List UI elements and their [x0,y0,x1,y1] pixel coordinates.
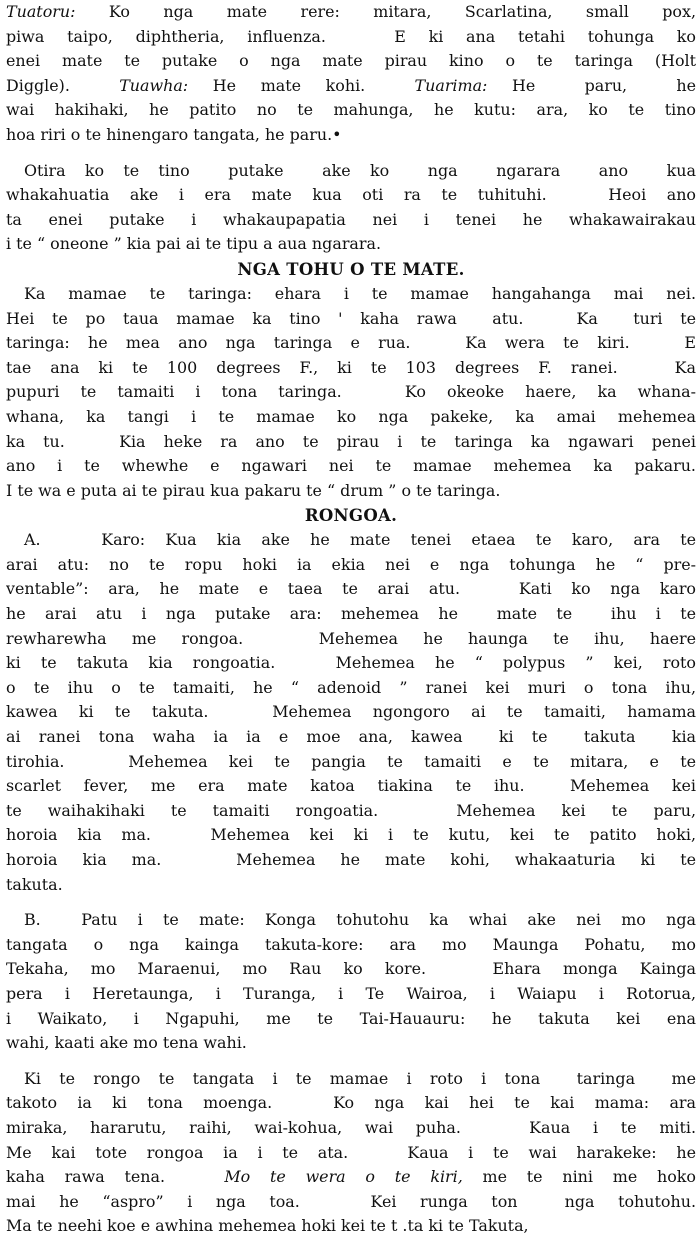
text-run: he arai atu i nga putake ara: mehemea he mate te ihu i te [6,604,696,624]
text-line [6,700,696,725]
text-line [6,1214,696,1239]
text-run: pera i Heretaunga, i Turanga, i Te Wairoa, i Waiapu i Rotorua, [6,983,696,1003]
text-run: pupuri te tamaiti i tona taringa. Ko okeoke haere, ka whana- [6,382,696,402]
paragraph-causes [6,0,696,148]
text-run: miraka, hararutu, raihi, wai-kohua, wai puha. Kaua i te miti. [6,1117,696,1137]
text-line [6,159,696,184]
text-line [6,1091,696,1116]
text-run: Diggle). [6,75,120,95]
text-line [6,208,696,233]
text-line [6,651,696,676]
text-line [6,430,696,455]
text-line [6,873,696,898]
text-line [6,627,696,652]
text-run: wai hakihaki, he patito no te mahunga, he kutu: ara, ko te tino [6,100,696,120]
text-run: piwa taipo, diphtheria, influenza. E ki ana tetahi tohunga ko [6,26,696,46]
text-line [6,848,696,873]
text-line [6,528,696,553]
section-cure [6,908,696,1056]
document-page [6,0,696,1239]
text-run: Ma te neehi koe e awhina mehemea hoki kei te t .ta ki te Takuta, [6,1216,529,1236]
text-run: tangata o nga kainga takuta-kore: ara mo Maunga Pohatu, mo [6,934,696,954]
text-line [6,602,696,627]
text-line [6,676,696,701]
text-run: Ko nga mate rere: mitara, Scarlatina, small pox, [75,2,696,21]
text-run: Ki te rongo te tangata i te mamae i roto i tona taringa me [24,1068,696,1088]
text-run: whana, ka tangi i te mamae ko nga pakeke, ka amai mehemea [6,406,696,426]
text-run: i Waikato, i Ngapuhi, me te Tai-Hauauru: he takuta kei ena [6,1008,696,1028]
heading-treatment: RONGOA. [304,506,398,526]
text-run: ki te takuta kia rongoatia. Mehemea he “ polypus ” kei, roto [6,653,696,673]
text-run: Hei te po taua mamae ka tino ' kaha rawa atu. Ka turi te [6,308,696,328]
text-line [6,799,696,824]
text-run: ventable”: ara, he mate e taea te arai atu. Kati ko nga karo [6,579,696,599]
text-line [6,823,696,848]
text-run: mai he “aspro” i nga toa. Kei runga ton nga tohutohu. [6,1191,696,1211]
paragraph-germs [6,159,696,257]
text-run: scarlet fever, me era mate katoa tiakina te ihu. Mehemea kei [6,776,696,796]
text-line [6,1067,696,1092]
text-run: horoia kia ma. Mehemea he mate kohi, whakaaturia ki te [6,850,696,869]
text-line [6,908,696,933]
text-run: takuta. [6,874,63,894]
text-run: ai ranei tona waha ia ia e moe ana, kawea ki te takuta kia [6,727,696,747]
text-line [6,49,696,74]
text-run: tirohia. Mehemea kei te pangia te tamaiti e te mitara, e te [6,751,696,771]
text-line [6,331,696,356]
text-run: whakahuatia ake i era mate kua oti ra te tuhituhi. Heoi ano [6,185,696,205]
text-line [6,1190,696,1215]
text-line [6,750,696,775]
text-line [6,725,696,750]
text-run: enei mate te putake o nga mate pirau kino o te taringa (Holt [6,51,696,71]
text-line [6,183,696,208]
text-run: A. Karo: Kua kia ake he mate tenei etaea te karo, ara te [24,530,696,550]
text-line [6,1031,696,1056]
text-line [6,307,696,332]
text-line [6,25,696,50]
text-line [6,1116,696,1141]
text-run: Me kai tote rongoa ia i te ata. Kaua i te wai harakeke: he [6,1142,696,1162]
section-symptoms [6,282,696,503]
text-line [6,479,696,504]
text-run: Tekaha, mo Maraenui, mo Rau ko kore. Ehara monga Kainga [6,959,696,979]
text-line [6,405,696,430]
text-run: ta enei putake i whakaupapatia nei i tenei he whakawairakau [6,209,696,229]
paragraph-gap [6,148,696,159]
text-run: kaha rawa tena. [6,1167,225,1187]
text-run: horoia kia ma. Mehemea kei ki i te kutu, kei te patito hoki, [6,825,696,845]
text-line [6,577,696,602]
text-run: ka tu. Kia heke ra ano te pirau i te taringa ka ngawari penei [6,431,696,451]
text-run: rewharewha me rongoa. Mehemea he haunga te ihu, haere [6,628,696,648]
text-run: taringa: he mea ano nga taringa e rua. Ka wera te kiri. E [6,333,696,353]
text-run: Otira ko te tino putake ake ko nga ngarara ano kua [24,160,696,180]
text-run: ano i te whewhe e ngawari nei te mamae mehemea ka pakaru. [6,456,696,476]
text-run: Ka mamae te taringa: ehara i te mamae hangahanga mai nei. [24,283,696,303]
text-run: hoa riri o te hinengaro tangata, he paru.• [6,124,342,144]
section-prevention [6,528,696,897]
text-line [6,982,696,1007]
text-run: i te “ oneone ” kia pai ai te tipu a aua ngarara. [6,234,382,254]
text-line [6,933,696,958]
text-run: tae ana ki te 100 degrees F., ki te 103 degrees F. ranei. Ka [6,357,696,377]
text-line [6,957,696,982]
text-run: me te nini me hoko [462,1167,696,1187]
text-run: He mate kohi. [188,75,415,95]
text-line [6,232,696,257]
text-line [6,74,696,99]
heading-symptoms: NGA TOHU O TE MATE. [237,259,465,279]
italic-text: Tuawha: [119,75,189,95]
text-line [6,454,696,479]
text-line [6,98,696,123]
paragraph-gap [6,897,696,908]
text-line [6,356,696,381]
text-line [6,380,696,405]
italic-text: Tuarima: [414,75,488,95]
text-run: te waihakihaki te tamaiti rongoatia. Mehemea kei te paru, [6,800,696,820]
text-line [6,123,696,148]
text-line [6,0,696,25]
text-run: I te wa e puta ai te pirau kua pakaru te “ drum ” o te taringa. [6,480,501,500]
text-run: o te ihu o te tamaiti, he “ adenoid ” ranei kei muri o tona ihu, [6,677,696,697]
text-line [6,1007,696,1032]
text-line [6,282,696,307]
text-line [6,774,696,799]
text-run: takoto ia ki tona moenga. Ko nga kai hei te kai mama: ara [6,1093,696,1113]
italic-text: Mo te wera o te kiri, [224,1167,463,1187]
text-run: arai atu: no te ropu hoki ia ekia nei e nga tohunga he “ pre- [6,554,696,574]
paragraph-gap [6,1056,696,1067]
text-run: B. Patu i te mate: Konga tohutohu ka whai ake nei mo nga [24,910,696,930]
text-line [6,1165,696,1190]
text-run: kawea ki te takuta. Mehemea ngongoro ai te tamaiti, hamama [6,702,696,722]
text-run: He paru, he [487,75,696,95]
text-run: wahi, kaati ake mo tena wahi. [6,1033,247,1053]
text-line [6,1141,696,1166]
italic-text: Tuatoru: [6,2,76,21]
section-care [6,1067,696,1239]
text-line [6,553,696,578]
